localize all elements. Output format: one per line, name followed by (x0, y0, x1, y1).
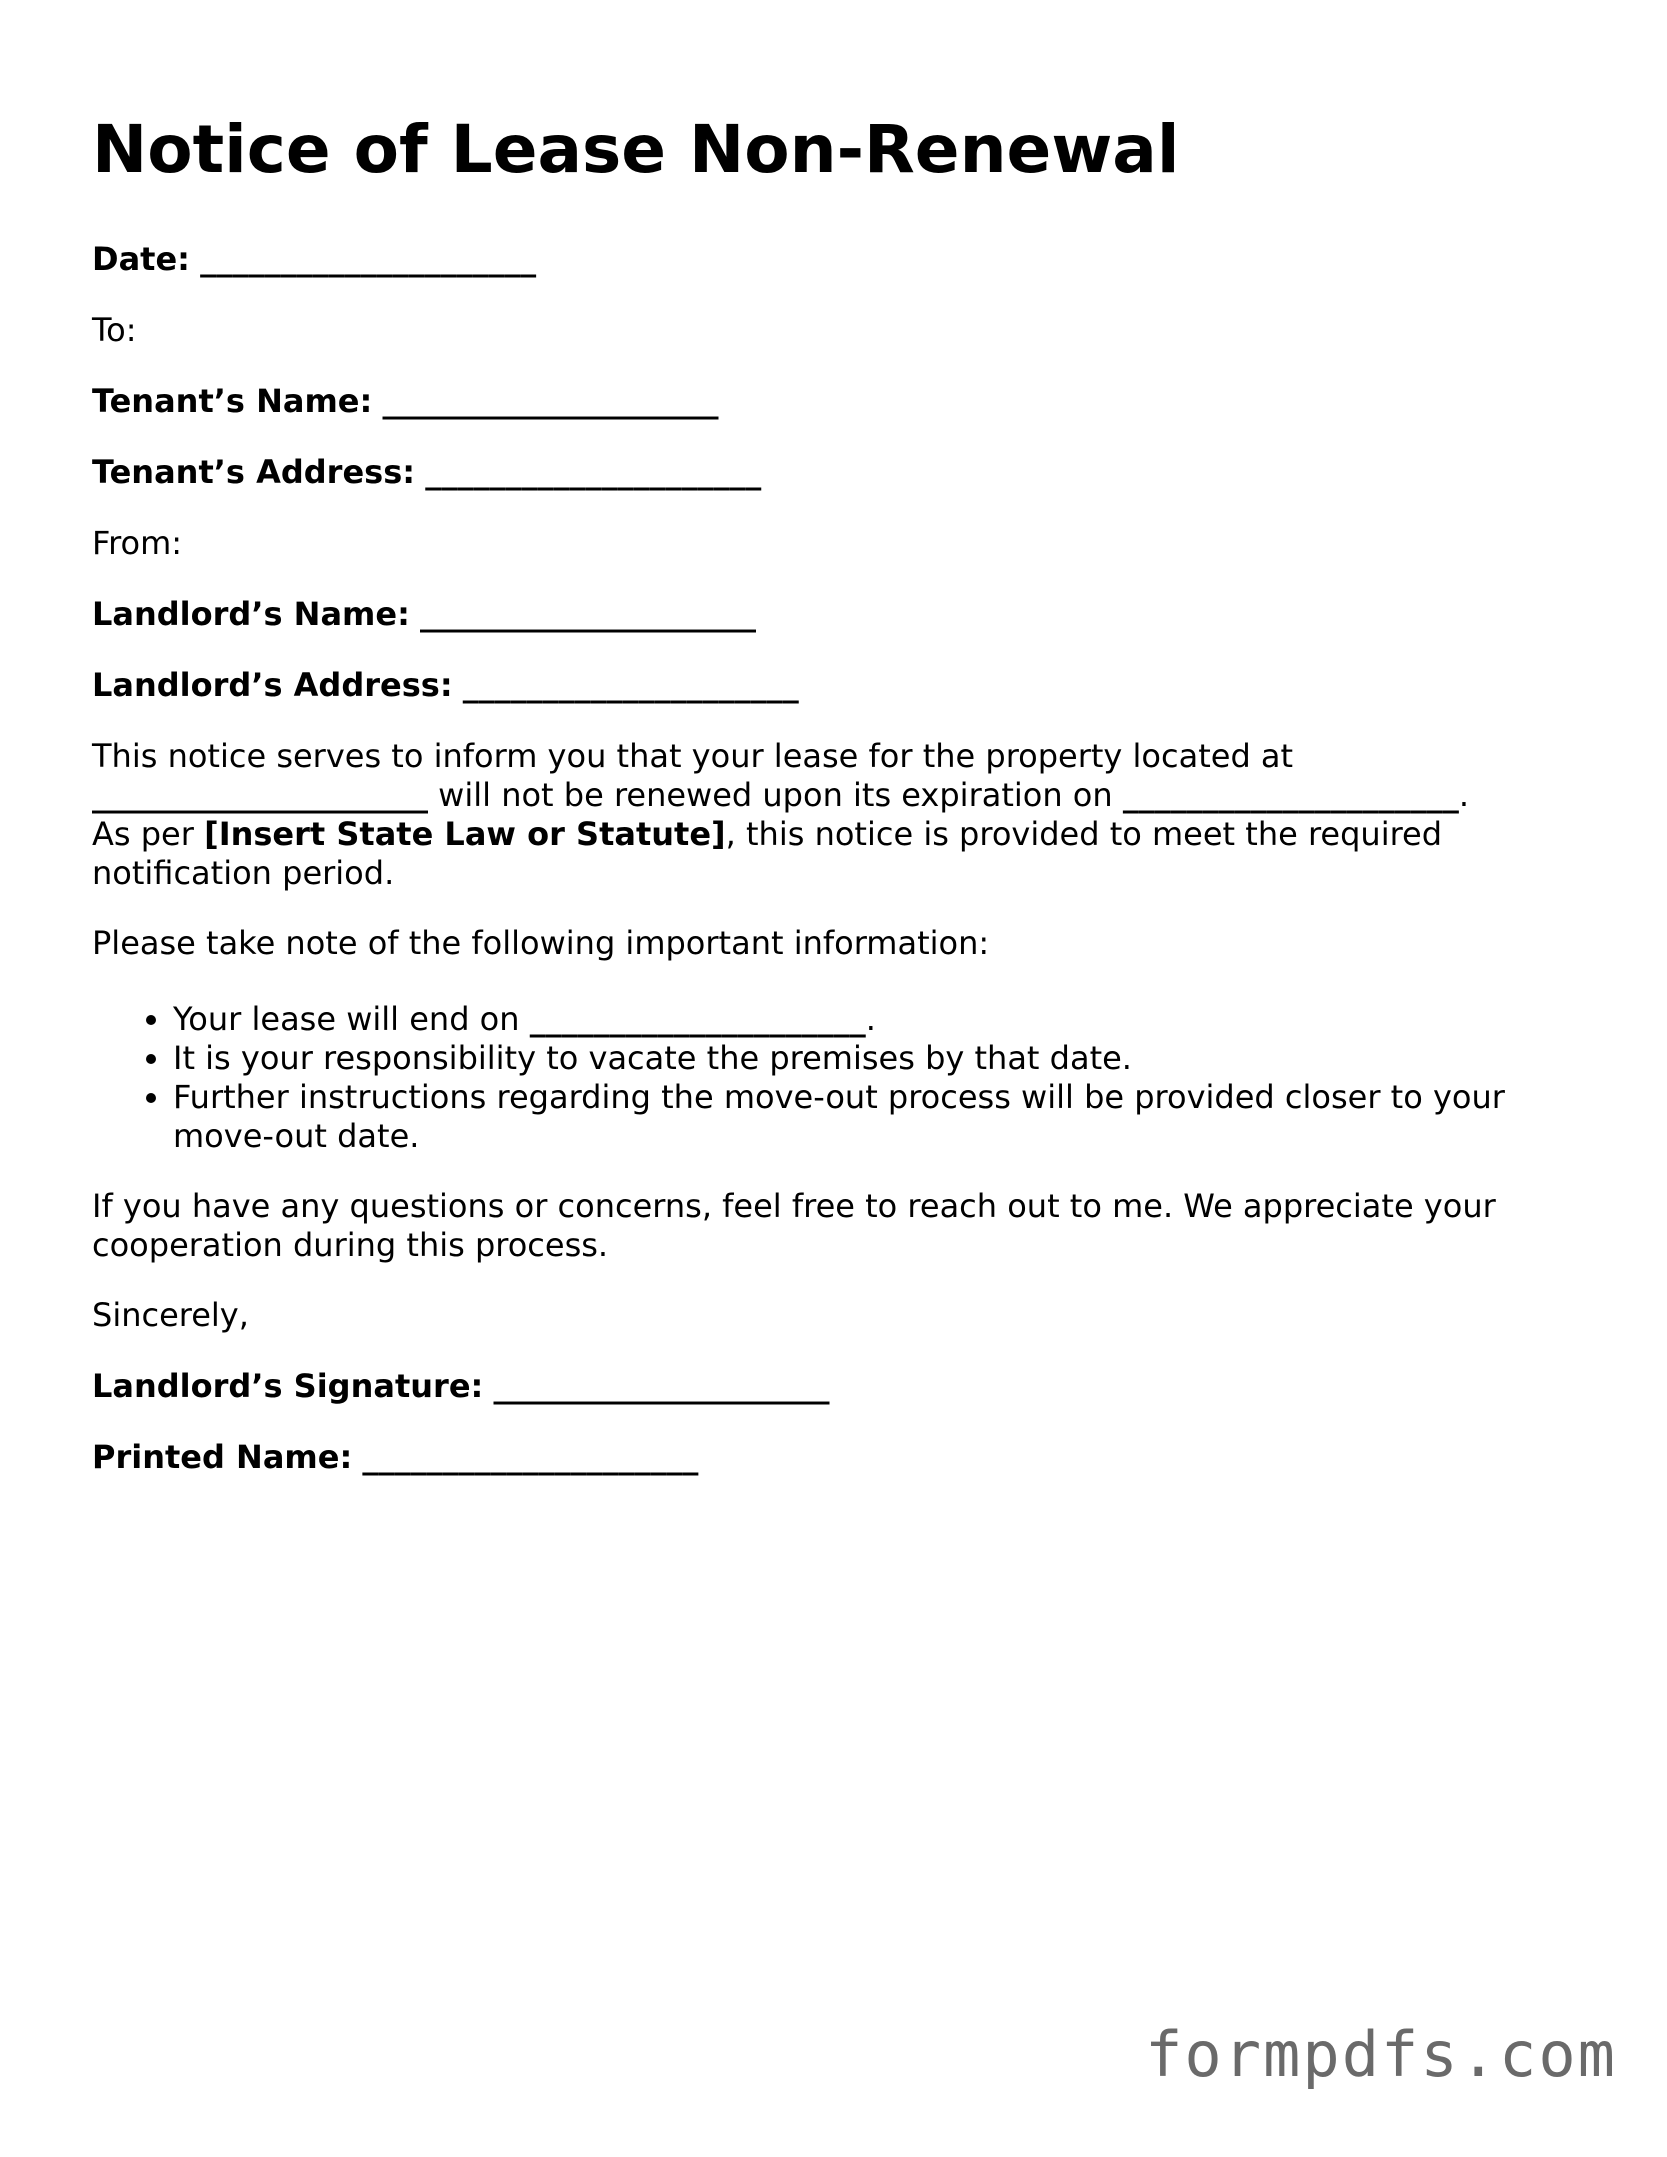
landlord-name-label: Landlord’s Name: (92, 595, 410, 633)
watermark-text: formpdfs.com (1145, 2018, 1617, 2091)
tenant-name-line (92, 382, 718, 421)
as-per-text: As per (92, 815, 205, 853)
list-item (173, 1078, 1573, 1156)
closing-line-2: cooperation during this process. (92, 1226, 609, 1264)
closing-line-1: If you have any questions or concerns, feel free to reach out to me. We appreciate your (92, 1187, 1496, 1225)
notice-paragraph (92, 737, 1572, 893)
important-intro: Please take note of the following important information: (92, 924, 990, 962)
notice-end-period: . (1458, 776, 1469, 814)
date-line (92, 240, 536, 279)
signature-label: Landlord’s Signature: (92, 1367, 484, 1405)
tenant-name-label: Tenant’s Name: (92, 382, 373, 420)
date-blank[interactable]: _____________________ (200, 240, 537, 278)
expiration-date-blank[interactable]: _____________________ (1122, 776, 1459, 814)
notice-mid-text: will not be renewed upon its expiration on (428, 776, 1123, 814)
lease-end-suffix: . (865, 1000, 876, 1038)
tenant-address-blank[interactable]: _____________________ (425, 453, 762, 491)
to-label: To: (92, 311, 137, 349)
landlord-address-blank[interactable]: _____________________ (462, 666, 799, 704)
statute-placeholder: [Insert State Law or Statute] (204, 815, 726, 853)
landlord-name-line (92, 595, 756, 634)
from-label: From: (92, 524, 183, 562)
printed-name-label: Printed Name: (92, 1438, 353, 1476)
lease-end-blank[interactable]: _____________________ (529, 1000, 866, 1038)
printed-name-line (92, 1438, 698, 1477)
notice-line-1: This notice serves to inform you that your lease for the property located at (92, 737, 1294, 775)
list-item: • It is your responsibility to vacate the premises by that date. (173, 1039, 1573, 1078)
landlord-name-blank[interactable]: _____________________ (420, 595, 757, 633)
tenant-address-label: Tenant’s Address: (92, 453, 416, 491)
tenant-name-blank[interactable]: _____________________ (382, 382, 719, 420)
notice-line-3 (92, 815, 1572, 854)
document-title: Notice of Lease Non-Renewal (92, 111, 1180, 188)
landlord-address-line (92, 666, 799, 705)
instructions-line-1: Further instructions regarding the move-out process will be provided closer to your (173, 1078, 1505, 1116)
list-item (173, 1000, 1573, 1039)
signature-line (92, 1367, 829, 1406)
sign-off: Sincerely, (92, 1296, 249, 1334)
statute-suffix: , this notice is provided to meet the required (725, 815, 1443, 853)
notice-line-2 (92, 776, 1572, 815)
instructions-line-2: move-out date. (173, 1117, 420, 1155)
landlord-address-label: Landlord’s Address: (92, 666, 453, 704)
property-address-blank[interactable]: _____________________ (92, 776, 428, 814)
tenant-address-line (92, 453, 761, 492)
signature-blank[interactable]: _____________________ (493, 1367, 830, 1405)
important-list (92, 1000, 1573, 1156)
printed-name-blank[interactable]: _____________________ (362, 1438, 699, 1476)
date-label: Date: (92, 240, 190, 278)
notice-line-4: notification period. (92, 854, 395, 892)
closing-paragraph (92, 1187, 1572, 1265)
lease-end-prefix: Your lease will end on (173, 1000, 530, 1038)
